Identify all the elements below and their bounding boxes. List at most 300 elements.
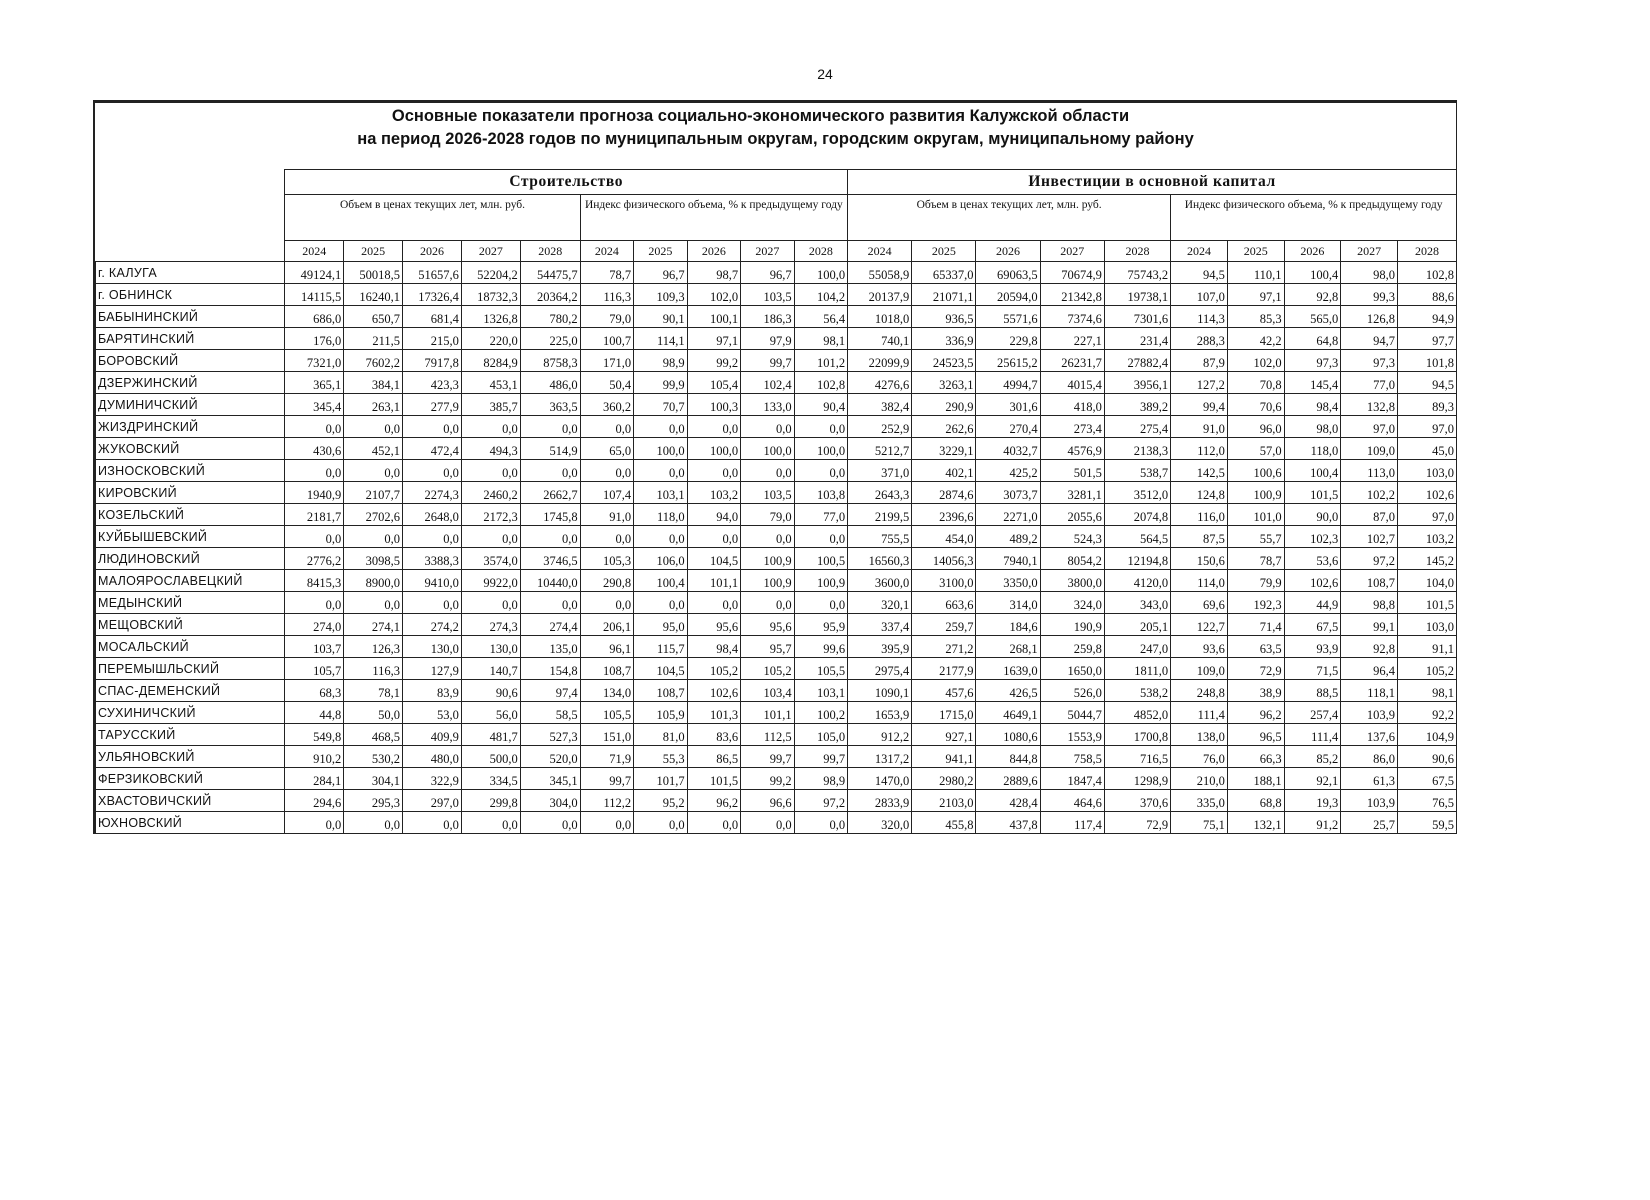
value-cell: 83,6 bbox=[687, 724, 740, 746]
value-cell: 0,0 bbox=[634, 592, 687, 614]
value-cell: 70,6 bbox=[1227, 394, 1284, 416]
value-cell: 0,0 bbox=[520, 592, 580, 614]
value-cell: 0,0 bbox=[580, 526, 633, 548]
table-row bbox=[96, 416, 1457, 438]
value-cell: 2055,6 bbox=[1040, 504, 1104, 526]
value-cell: 100,4 bbox=[634, 570, 687, 592]
value-cell: 0,0 bbox=[403, 812, 462, 834]
value-cell: 145,2 bbox=[1397, 548, 1456, 570]
value-cell: 90,6 bbox=[461, 680, 520, 702]
value-cell: 92,1 bbox=[1284, 768, 1341, 790]
value-cell: 481,7 bbox=[461, 724, 520, 746]
value-cell: 2643,3 bbox=[848, 482, 912, 504]
value-cell: 100,4 bbox=[1284, 460, 1341, 482]
value-cell: 486,0 bbox=[520, 372, 580, 394]
year-header: 2026 bbox=[976, 241, 1040, 262]
year-header: 2024 bbox=[848, 241, 912, 262]
table-row bbox=[96, 482, 1457, 504]
value-cell: 273,4 bbox=[1040, 416, 1104, 438]
table-body bbox=[96, 262, 1457, 834]
table-row bbox=[96, 570, 1457, 592]
value-cell: 98,9 bbox=[794, 768, 848, 790]
municipality-name: г. ОБНИНСК bbox=[96, 284, 285, 306]
value-cell: 105,2 bbox=[741, 658, 794, 680]
value-cell: 56,0 bbox=[461, 702, 520, 724]
value-cell: 501,5 bbox=[1040, 460, 1104, 482]
value-cell: 389,2 bbox=[1104, 394, 1170, 416]
value-cell: 301,6 bbox=[976, 394, 1040, 416]
value-cell: 100,3 bbox=[687, 394, 740, 416]
value-cell: 910,2 bbox=[285, 746, 344, 768]
value-cell: 322,9 bbox=[403, 768, 462, 790]
value-cell: 7374,6 bbox=[1040, 306, 1104, 328]
value-cell: 127,2 bbox=[1171, 372, 1228, 394]
value-cell: 274,3 bbox=[461, 614, 520, 636]
value-cell: 304,1 bbox=[344, 768, 403, 790]
municipality-name: ЖИЗДРИНСКИЙ bbox=[96, 416, 285, 438]
value-cell: 25,7 bbox=[1341, 812, 1398, 834]
value-cell: 140,7 bbox=[461, 658, 520, 680]
value-cell: 104,2 bbox=[794, 284, 848, 306]
value-cell: 103,0 bbox=[1397, 614, 1456, 636]
value-cell: 538,2 bbox=[1104, 680, 1170, 702]
value-cell: 98,7 bbox=[687, 262, 740, 284]
municipality-name: МЕЩОВСКИЙ bbox=[96, 614, 285, 636]
table-row bbox=[96, 438, 1457, 460]
value-cell: 0,0 bbox=[580, 592, 633, 614]
value-cell: 4015,4 bbox=[1040, 372, 1104, 394]
value-cell: 844,8 bbox=[976, 746, 1040, 768]
value-cell: 5212,7 bbox=[848, 438, 912, 460]
value-cell: 681,4 bbox=[403, 306, 462, 328]
value-cell: 105,4 bbox=[687, 372, 740, 394]
value-cell: 409,9 bbox=[403, 724, 462, 746]
value-cell: 49124,1 bbox=[285, 262, 344, 284]
value-cell: 0,0 bbox=[741, 812, 794, 834]
value-cell: 75,1 bbox=[1171, 812, 1228, 834]
table-row bbox=[96, 328, 1457, 350]
value-cell: 21342,8 bbox=[1040, 284, 1104, 306]
value-cell: 142,5 bbox=[1171, 460, 1228, 482]
value-cell: 72,9 bbox=[1227, 658, 1284, 680]
municipality-name: СПАС-ДЕМЕНСКИЙ bbox=[96, 680, 285, 702]
value-cell: 284,1 bbox=[285, 768, 344, 790]
value-cell: 118,0 bbox=[634, 504, 687, 526]
subheader-construction-index: Индекс физического объема, % к предыдущему году bbox=[580, 195, 847, 241]
value-cell: 103,2 bbox=[687, 482, 740, 504]
value-cell: 92,8 bbox=[1341, 636, 1398, 658]
value-cell: 91,0 bbox=[580, 504, 633, 526]
value-cell: 75743,2 bbox=[1104, 262, 1170, 284]
value-cell: 299,8 bbox=[461, 790, 520, 812]
value-cell: 70,7 bbox=[634, 394, 687, 416]
value-cell: 489,2 bbox=[976, 526, 1040, 548]
value-cell: 271,2 bbox=[912, 636, 976, 658]
value-cell: 44,8 bbox=[285, 702, 344, 724]
value-cell: 71,4 bbox=[1227, 614, 1284, 636]
value-cell: 0,0 bbox=[634, 812, 687, 834]
year-header: 2025 bbox=[1227, 241, 1284, 262]
value-cell: 107,4 bbox=[580, 482, 633, 504]
value-cell: 371,0 bbox=[848, 460, 912, 482]
value-cell: 252,9 bbox=[848, 416, 912, 438]
value-cell: 454,0 bbox=[912, 526, 976, 548]
table-row bbox=[96, 262, 1457, 284]
value-cell: 20364,2 bbox=[520, 284, 580, 306]
value-cell: 96,4 bbox=[1341, 658, 1398, 680]
value-cell: 86,0 bbox=[1341, 746, 1398, 768]
year-header: 2025 bbox=[912, 241, 976, 262]
value-cell: 4852,0 bbox=[1104, 702, 1170, 724]
value-cell: 0,0 bbox=[285, 460, 344, 482]
value-cell: 103,2 bbox=[1397, 526, 1456, 548]
year-header: 2026 bbox=[1284, 241, 1341, 262]
value-cell: 758,5 bbox=[1040, 746, 1104, 768]
value-cell: 94,5 bbox=[1397, 372, 1456, 394]
value-cell: 927,1 bbox=[912, 724, 976, 746]
value-cell: 423,3 bbox=[403, 372, 462, 394]
value-cell: 114,0 bbox=[1171, 570, 1228, 592]
value-cell: 0,0 bbox=[285, 812, 344, 834]
value-cell: 0,0 bbox=[520, 812, 580, 834]
value-cell: 102,6 bbox=[1397, 482, 1456, 504]
value-cell: 98,1 bbox=[1397, 680, 1456, 702]
value-cell: 100,5 bbox=[794, 548, 848, 570]
value-cell: 472,4 bbox=[403, 438, 462, 460]
value-cell: 94,9 bbox=[1397, 306, 1456, 328]
value-cell: 126,8 bbox=[1341, 306, 1398, 328]
value-cell: 2199,5 bbox=[848, 504, 912, 526]
value-cell: 55,3 bbox=[634, 746, 687, 768]
value-cell: 100,9 bbox=[741, 570, 794, 592]
value-cell: 248,8 bbox=[1171, 680, 1228, 702]
year-header: 2025 bbox=[344, 241, 403, 262]
value-cell: 345,1 bbox=[520, 768, 580, 790]
value-cell: 0,0 bbox=[794, 416, 848, 438]
value-cell: 53,6 bbox=[1284, 548, 1341, 570]
subheader-construction-volume: Объем в ценах текущих лет, млн. руб. bbox=[285, 195, 580, 241]
municipality-name: ЖУКОВСКИЙ bbox=[96, 438, 285, 460]
value-cell: 106,0 bbox=[634, 548, 687, 570]
value-cell: 2274,3 bbox=[403, 482, 462, 504]
value-cell: 87,0 bbox=[1341, 504, 1398, 526]
value-cell: 4576,9 bbox=[1040, 438, 1104, 460]
value-cell: 188,1 bbox=[1227, 768, 1284, 790]
value-cell: 126,3 bbox=[344, 636, 403, 658]
value-cell: 58,5 bbox=[520, 702, 580, 724]
value-cell: 324,0 bbox=[1040, 592, 1104, 614]
value-cell: 91,0 bbox=[1171, 416, 1228, 438]
value-cell: 385,7 bbox=[461, 394, 520, 416]
value-cell: 3281,1 bbox=[1040, 482, 1104, 504]
value-cell: 101,5 bbox=[1397, 592, 1456, 614]
year-header: 2024 bbox=[1171, 241, 1228, 262]
value-cell: 96,0 bbox=[1227, 416, 1284, 438]
value-cell: 192,3 bbox=[1227, 592, 1284, 614]
value-cell: 115,7 bbox=[634, 636, 687, 658]
value-cell: 96,6 bbox=[741, 790, 794, 812]
value-cell: 109,3 bbox=[634, 284, 687, 306]
value-cell: 103,1 bbox=[794, 680, 848, 702]
value-cell: 101,3 bbox=[687, 702, 740, 724]
value-cell: 103,7 bbox=[285, 636, 344, 658]
value-cell: 108,7 bbox=[580, 658, 633, 680]
value-cell: 99,6 bbox=[794, 636, 848, 658]
value-cell: 70674,9 bbox=[1040, 262, 1104, 284]
table-row bbox=[96, 768, 1457, 790]
value-cell: 4994,7 bbox=[976, 372, 1040, 394]
value-cell: 0,0 bbox=[794, 812, 848, 834]
value-cell: 277,9 bbox=[403, 394, 462, 416]
value-cell: 524,3 bbox=[1040, 526, 1104, 548]
value-cell: 0,0 bbox=[344, 526, 403, 548]
value-cell: 103,0 bbox=[1397, 460, 1456, 482]
value-cell: 127,9 bbox=[403, 658, 462, 680]
value-cell: 76,0 bbox=[1171, 746, 1228, 768]
value-cell: 0,0 bbox=[794, 526, 848, 548]
value-cell: 18732,3 bbox=[461, 284, 520, 306]
value-cell: 102,4 bbox=[741, 372, 794, 394]
value-cell: 105,9 bbox=[634, 702, 687, 724]
value-cell: 105,7 bbox=[285, 658, 344, 680]
value-cell: 0,0 bbox=[285, 416, 344, 438]
value-cell: 3800,0 bbox=[1040, 570, 1104, 592]
value-cell: 1553,9 bbox=[1040, 724, 1104, 746]
value-cell: 7917,8 bbox=[403, 350, 462, 372]
value-cell: 231,4 bbox=[1104, 328, 1170, 350]
value-cell: 716,5 bbox=[1104, 746, 1170, 768]
value-cell: 20137,9 bbox=[848, 284, 912, 306]
value-cell: 96,1 bbox=[580, 636, 633, 658]
value-cell: 334,5 bbox=[461, 768, 520, 790]
value-cell: 134,0 bbox=[580, 680, 633, 702]
value-cell: 3746,5 bbox=[520, 548, 580, 570]
value-cell: 67,5 bbox=[1397, 768, 1456, 790]
value-cell: 70,8 bbox=[1227, 372, 1284, 394]
subheader-investment-index: Индекс физического объема, % к предыдущему году bbox=[1171, 195, 1457, 241]
value-cell: 98,4 bbox=[1284, 394, 1341, 416]
value-cell: 44,9 bbox=[1284, 592, 1341, 614]
value-cell: 100,2 bbox=[794, 702, 848, 724]
value-cell: 101,8 bbox=[1397, 350, 1456, 372]
value-cell: 101,5 bbox=[687, 768, 740, 790]
value-cell: 2074,8 bbox=[1104, 504, 1170, 526]
table-row bbox=[96, 702, 1457, 724]
value-cell: 275,4 bbox=[1104, 416, 1170, 438]
value-cell: 0,0 bbox=[461, 812, 520, 834]
value-cell: 91,2 bbox=[1284, 812, 1341, 834]
table-row bbox=[96, 350, 1457, 372]
value-cell: 295,3 bbox=[344, 790, 403, 812]
table-row bbox=[96, 724, 1457, 746]
value-cell: 3956,1 bbox=[1104, 372, 1170, 394]
value-cell: 145,4 bbox=[1284, 372, 1341, 394]
value-cell: 0,0 bbox=[285, 526, 344, 548]
value-cell: 95,9 bbox=[794, 614, 848, 636]
value-cell: 65,0 bbox=[580, 438, 633, 460]
value-cell: 63,5 bbox=[1227, 636, 1284, 658]
report-title bbox=[95, 103, 1457, 169]
value-cell: 336,9 bbox=[912, 328, 976, 350]
value-cell: 97,0 bbox=[1397, 504, 1456, 526]
value-cell: 17326,4 bbox=[403, 284, 462, 306]
municipality-name: ХВАСТОВИЧСКИЙ bbox=[96, 790, 285, 812]
value-cell: 259,8 bbox=[1040, 636, 1104, 658]
value-cell: 87,9 bbox=[1171, 350, 1228, 372]
value-cell: 3263,1 bbox=[912, 372, 976, 394]
value-cell: 2833,9 bbox=[848, 790, 912, 812]
year-header: 2024 bbox=[580, 241, 633, 262]
value-cell: 103,1 bbox=[634, 482, 687, 504]
value-cell: 51657,6 bbox=[403, 262, 462, 284]
table-row bbox=[96, 504, 1457, 526]
value-cell: 0,0 bbox=[687, 592, 740, 614]
value-cell: 102,6 bbox=[687, 680, 740, 702]
value-cell: 100,0 bbox=[794, 262, 848, 284]
value-cell: 53,0 bbox=[403, 702, 462, 724]
value-cell: 79,0 bbox=[741, 504, 794, 526]
municipality-name: БАРЯТИНСКИЙ bbox=[96, 328, 285, 350]
value-cell: 38,9 bbox=[1227, 680, 1284, 702]
value-cell: 14115,5 bbox=[285, 284, 344, 306]
value-cell: 96,2 bbox=[1227, 702, 1284, 724]
year-header: 2028 bbox=[520, 241, 580, 262]
value-cell: 77,0 bbox=[1341, 372, 1398, 394]
table-row bbox=[96, 614, 1457, 636]
value-cell: 99,7 bbox=[580, 768, 633, 790]
table-row bbox=[96, 680, 1457, 702]
value-cell: 1470,0 bbox=[848, 768, 912, 790]
value-cell: 110,1 bbox=[1227, 262, 1284, 284]
value-cell: 81,0 bbox=[634, 724, 687, 746]
value-cell: 294,6 bbox=[285, 790, 344, 812]
value-cell: 96,7 bbox=[634, 262, 687, 284]
value-cell: 100,0 bbox=[741, 438, 794, 460]
value-cell: 78,1 bbox=[344, 680, 403, 702]
value-cell: 418,0 bbox=[1040, 394, 1104, 416]
value-cell: 0,0 bbox=[580, 460, 633, 482]
value-cell: 5571,6 bbox=[976, 306, 1040, 328]
corner-blank bbox=[96, 170, 285, 262]
value-cell: 93,6 bbox=[1171, 636, 1228, 658]
value-cell: 97,1 bbox=[1227, 284, 1284, 306]
value-cell: 345,4 bbox=[285, 394, 344, 416]
value-cell: 55,7 bbox=[1227, 526, 1284, 548]
value-cell: 1639,0 bbox=[976, 658, 1040, 680]
value-cell: 130,0 bbox=[461, 636, 520, 658]
value-cell: 2177,9 bbox=[912, 658, 976, 680]
value-cell: 259,7 bbox=[912, 614, 976, 636]
value-cell: 3600,0 bbox=[848, 570, 912, 592]
value-cell: 274,4 bbox=[520, 614, 580, 636]
table-row bbox=[96, 306, 1457, 328]
value-cell: 4649,1 bbox=[976, 702, 1040, 724]
value-cell: 3098,5 bbox=[344, 548, 403, 570]
value-cell: 59,5 bbox=[1397, 812, 1456, 834]
value-cell: 0,0 bbox=[344, 592, 403, 614]
value-cell: 97,2 bbox=[794, 790, 848, 812]
value-cell: 464,6 bbox=[1040, 790, 1104, 812]
table-row bbox=[96, 548, 1457, 570]
value-cell: 4276,6 bbox=[848, 372, 912, 394]
value-cell: 132,1 bbox=[1227, 812, 1284, 834]
value-cell: 95,6 bbox=[741, 614, 794, 636]
subheader-investment-volume: Объем в ценах текущих лет, млн. руб. bbox=[848, 195, 1171, 241]
value-cell: 2702,6 bbox=[344, 504, 403, 526]
value-cell: 90,4 bbox=[794, 394, 848, 416]
year-header: 2026 bbox=[403, 241, 462, 262]
municipality-name: УЛЬЯНОВСКИЙ bbox=[96, 746, 285, 768]
year-header-row bbox=[96, 241, 1457, 262]
value-cell: 453,1 bbox=[461, 372, 520, 394]
value-cell: 100,9 bbox=[1227, 482, 1284, 504]
municipality-name: БАБЫНИНСКИЙ bbox=[96, 306, 285, 328]
value-cell: 262,6 bbox=[912, 416, 976, 438]
value-cell: 3073,7 bbox=[976, 482, 1040, 504]
value-cell: 2648,0 bbox=[403, 504, 462, 526]
value-cell: 527,3 bbox=[520, 724, 580, 746]
municipality-name: СУХИНИЧСКИЙ bbox=[96, 702, 285, 724]
value-cell: 104,5 bbox=[634, 658, 687, 680]
value-cell: 55058,9 bbox=[848, 262, 912, 284]
value-cell: 663,6 bbox=[912, 592, 976, 614]
value-cell: 103,8 bbox=[794, 482, 848, 504]
value-cell: 105,5 bbox=[580, 702, 633, 724]
value-cell: 7321,0 bbox=[285, 350, 344, 372]
value-cell: 1811,0 bbox=[1104, 658, 1170, 680]
value-cell: 97,7 bbox=[1397, 328, 1456, 350]
value-cell: 402,1 bbox=[912, 460, 976, 482]
value-cell: 57,0 bbox=[1227, 438, 1284, 460]
value-cell: 514,9 bbox=[520, 438, 580, 460]
value-cell: 8054,2 bbox=[1040, 548, 1104, 570]
value-cell: 2460,2 bbox=[461, 482, 520, 504]
value-cell: 2889,6 bbox=[976, 768, 1040, 790]
value-cell: 780,2 bbox=[520, 306, 580, 328]
value-cell: 274,1 bbox=[344, 614, 403, 636]
value-cell: 118,1 bbox=[1341, 680, 1398, 702]
value-cell: 103,9 bbox=[1341, 790, 1398, 812]
year-header: 2025 bbox=[634, 241, 687, 262]
value-cell: 7602,2 bbox=[344, 350, 403, 372]
value-cell: 0,0 bbox=[344, 460, 403, 482]
value-cell: 138,0 bbox=[1171, 724, 1228, 746]
municipality-name: ДУМИНИЧСКИЙ bbox=[96, 394, 285, 416]
value-cell: 19,3 bbox=[1284, 790, 1341, 812]
value-cell: 1653,9 bbox=[848, 702, 912, 724]
value-cell: 19738,1 bbox=[1104, 284, 1170, 306]
value-cell: 0,0 bbox=[687, 812, 740, 834]
value-cell: 102,3 bbox=[1284, 526, 1341, 548]
value-cell: 54475,7 bbox=[520, 262, 580, 284]
value-cell: 520,0 bbox=[520, 746, 580, 768]
value-cell: 0,0 bbox=[344, 812, 403, 834]
year-header: 2027 bbox=[1040, 241, 1104, 262]
table-row bbox=[96, 636, 1457, 658]
table-row bbox=[96, 790, 1457, 812]
value-cell: 65337,0 bbox=[912, 262, 976, 284]
value-cell: 247,0 bbox=[1104, 636, 1170, 658]
value-cell: 99,9 bbox=[634, 372, 687, 394]
value-cell: 85,2 bbox=[1284, 746, 1341, 768]
table-row bbox=[96, 746, 1457, 768]
municipality-name: г. КАЛУГА bbox=[96, 262, 285, 284]
group-header-investment: Инвестиции в основной капитал bbox=[848, 170, 1457, 195]
value-cell: 66,3 bbox=[1227, 746, 1284, 768]
value-cell: 8415,3 bbox=[285, 570, 344, 592]
value-cell: 109,0 bbox=[1341, 438, 1398, 460]
value-cell: 98,9 bbox=[634, 350, 687, 372]
